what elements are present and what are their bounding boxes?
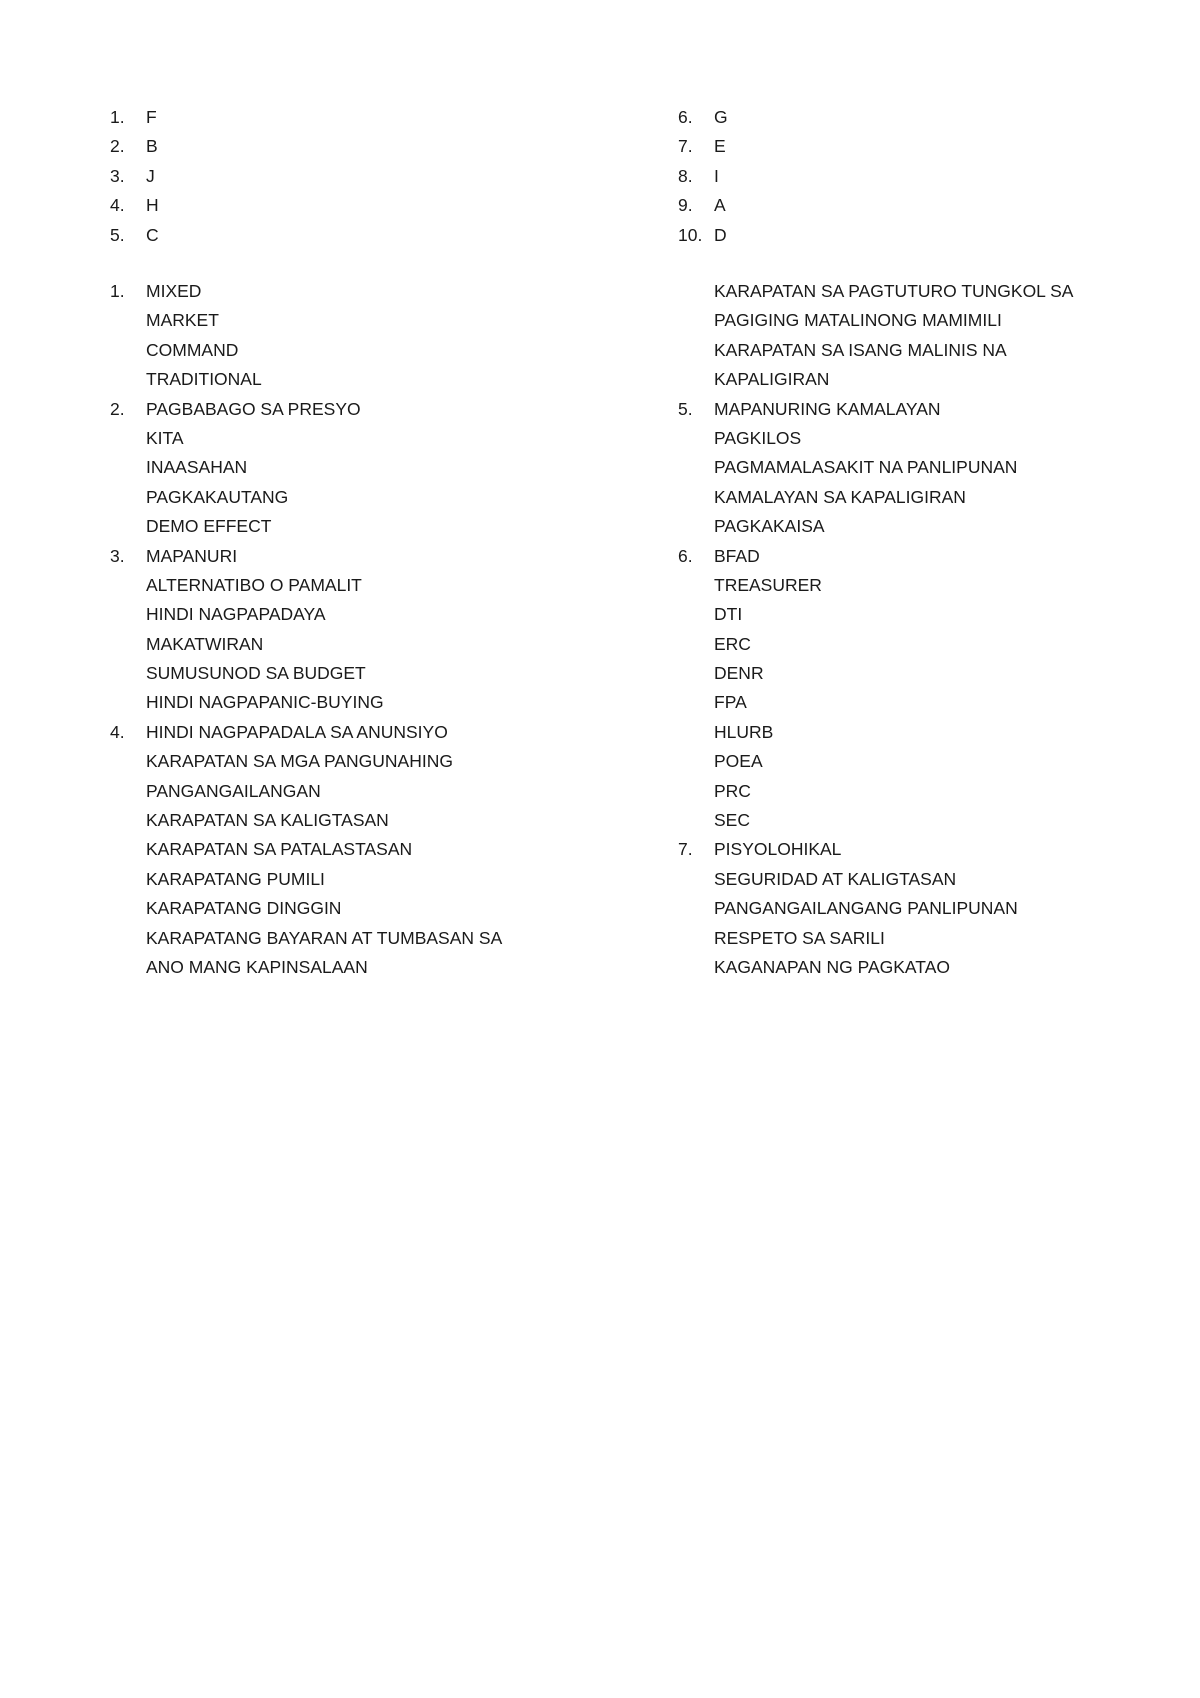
item-text: MIXED — [146, 281, 202, 301]
list-item — [678, 483, 1198, 512]
item-text: COMMAND — [146, 339, 239, 360]
list-item — [110, 806, 630, 835]
list-item — [678, 924, 1198, 953]
item-text: HINDI NAGPAPANIC-BUYING — [146, 692, 384, 713]
list-item — [110, 221, 630, 250]
item-text: PISYOLOHIKAL — [714, 839, 842, 860]
item-text: HINDI NAGPAPADALA SA ANUNSIYO — [146, 721, 448, 742]
list-item — [110, 512, 630, 541]
item-text: INAASAHAN — [146, 457, 248, 478]
item-text: SUMUSUNOD SA BUDGET — [146, 663, 366, 684]
list-item — [110, 336, 630, 365]
list-item — [110, 688, 630, 717]
list-item — [110, 835, 630, 864]
list-item — [678, 718, 1198, 747]
item-text: B — [146, 136, 158, 157]
item-text: PAGKILOS — [714, 427, 802, 448]
list-item — [678, 424, 1198, 453]
item-text: KARAPATANG PUMILI — [146, 868, 325, 889]
item-text: KARAPATANG BAYARAN AT TUMBASAN SA — [146, 927, 503, 948]
list-item — [110, 747, 630, 776]
list-item — [110, 630, 630, 659]
list-item — [678, 835, 1198, 864]
item-text: F — [146, 107, 157, 127]
list-item — [678, 688, 1198, 717]
item-text: KARAPATAN SA MGA PANGUNAHING — [146, 751, 453, 772]
list-item — [110, 777, 630, 806]
item-text: FPA — [714, 692, 747, 713]
item-text: KARAPATAN SA ISANG MALINIS NA — [714, 339, 1007, 360]
item-number: 1. — [110, 281, 125, 301]
item-text: PAGMAMALASAKIT NA PANLIPUNAN — [714, 457, 1018, 478]
item-text: ANO MANG KAPINSALAAN — [146, 956, 368, 977]
list-item — [678, 103, 1198, 132]
list-item — [110, 103, 630, 132]
list-item — [110, 953, 630, 982]
item-number: 7. — [678, 136, 693, 157]
item-number: 2. — [110, 398, 125, 419]
item-text: J — [146, 165, 155, 186]
list-item — [678, 630, 1198, 659]
item-text: DENR — [714, 663, 764, 684]
item-text: PAGBABAGO SA PRESYO — [146, 398, 361, 419]
item-text: HINDI NAGPAPADAYA — [146, 604, 326, 625]
list-item — [110, 600, 630, 629]
item-text: TRADITIONAL — [146, 369, 262, 390]
item-text: KARAPATANG DINGGIN — [146, 898, 342, 919]
answers-part1-right — [678, 103, 1198, 250]
item-text: SEGURIDAD AT KALIGTASAN — [714, 868, 957, 889]
list-item — [678, 132, 1198, 161]
list-item — [678, 806, 1198, 835]
list-item — [110, 162, 630, 191]
item-text: KARAPATAN SA PATALASTASAN — [146, 839, 413, 860]
list-item — [678, 894, 1198, 923]
list-item — [678, 512, 1198, 541]
list-item — [110, 191, 630, 220]
list-item — [678, 336, 1198, 365]
list-item — [110, 306, 630, 335]
item-text: KAPALIGIRAN — [714, 369, 830, 390]
item-number: 4. — [110, 721, 125, 742]
list-item — [110, 718, 630, 747]
answers-part2-left — [110, 277, 630, 982]
list-item — [678, 162, 1198, 191]
item-text: DTI — [714, 604, 743, 625]
list-item — [678, 571, 1198, 600]
list-item — [110, 132, 630, 161]
list-item — [678, 777, 1198, 806]
list-item — [110, 894, 630, 923]
list-item — [110, 865, 630, 894]
list-item — [678, 953, 1198, 982]
list-item — [678, 542, 1198, 571]
item-number: 6. — [678, 545, 693, 566]
item-text: ALTERNATIBO O PAMALIT — [146, 574, 362, 595]
item-text: KARAPATAN SA PAGTUTURO TUNGKOL SA — [714, 281, 1074, 301]
list-item — [678, 395, 1198, 424]
item-number: 4. — [110, 195, 125, 216]
list-item — [678, 306, 1198, 335]
item-text: KITA — [146, 427, 184, 448]
item-text: PANGANGAILANGANG PANLIPUNAN — [714, 898, 1018, 919]
item-text: A — [714, 195, 726, 216]
list-item — [110, 924, 630, 953]
list-item — [678, 453, 1198, 482]
item-text: RESPETO SA SARILI — [714, 927, 885, 948]
item-number: 7. — [678, 839, 693, 860]
item-number: 5. — [678, 398, 693, 419]
list-item — [678, 221, 1198, 250]
item-text: SEC — [714, 810, 750, 831]
list-item — [110, 365, 630, 394]
list-item — [110, 542, 630, 571]
item-text: G — [714, 107, 728, 127]
list-item — [678, 365, 1198, 394]
list-item — [110, 424, 630, 453]
item-text: KAGANAPAN NG PAGKATAO — [714, 956, 950, 977]
item-text: KAMALAYAN SA KAPALIGIRAN — [714, 486, 966, 507]
item-text: PRC — [714, 780, 751, 801]
item-text: MAKATWIRAN — [146, 633, 264, 654]
list-item — [678, 191, 1198, 220]
list-item — [678, 865, 1198, 894]
list-item — [678, 659, 1198, 688]
list-item — [110, 395, 630, 424]
item-number: 6. — [678, 107, 693, 127]
item-text: POEA — [714, 751, 763, 772]
item-number: 2. — [110, 136, 125, 157]
list-item — [110, 453, 630, 482]
answers-part2-right — [678, 277, 1198, 982]
item-number: 1. — [110, 107, 125, 127]
item-number: 9. — [678, 195, 693, 216]
item-number: 3. — [110, 545, 125, 566]
item-text: PANGANGAILANGAN — [146, 780, 321, 801]
item-text: MAPANURI — [146, 545, 238, 566]
item-number: 5. — [110, 224, 125, 245]
item-text: E — [714, 136, 726, 157]
item-text: I — [714, 165, 719, 186]
item-text: BFAD — [714, 545, 760, 566]
list-item — [110, 659, 630, 688]
item-text: KARAPATAN SA KALIGTASAN — [146, 810, 389, 831]
item-text: PAGKAKAUTANG — [146, 486, 289, 507]
list-item — [678, 747, 1198, 776]
item-text: MARKET — [146, 310, 219, 331]
item-text: DEMO EFFECT — [146, 516, 272, 537]
item-number: 3. — [110, 165, 125, 186]
list-item — [110, 483, 630, 512]
item-text: MAPANURING KAMALAYAN — [714, 398, 941, 419]
item-text: TREASURER — [714, 574, 822, 595]
item-text: PAGIGING MATALINONG MAMIMILI — [714, 310, 1002, 331]
item-text: H — [146, 195, 159, 216]
item-text: ERC — [714, 633, 751, 654]
item-text: PAGKAKAISA — [714, 516, 825, 537]
item-number: 8. — [678, 165, 693, 186]
list-item — [110, 277, 630, 306]
list-item — [110, 571, 630, 600]
item-text: HLURB — [714, 721, 774, 742]
answers-part1-left — [110, 103, 630, 250]
item-text: D — [714, 224, 727, 245]
list-item — [678, 600, 1198, 629]
item-number: 10. — [678, 224, 703, 245]
item-text: C — [146, 224, 159, 245]
list-item — [678, 277, 1198, 306]
